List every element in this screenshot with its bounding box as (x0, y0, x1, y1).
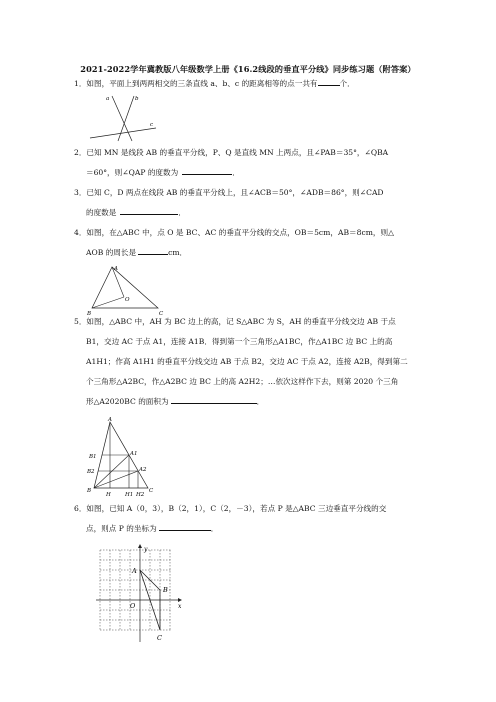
q5-line3: A1H1；作高 A1H1 的垂直平分线交边 AB 于点 B2，交边 AC 于点 A2，连接 A2B，得到第二 (86, 357, 408, 366)
label-H2: H2 (136, 492, 145, 498)
label-a: a (106, 96, 110, 102)
q6-answer-blank[interactable] (159, 522, 211, 531)
question-2 (74, 143, 434, 183)
q5-line4: 个三角形△A2BC，作△A2BC 边 BC 上的高 A2H2；…依次这样作下去，则第 2020 个三角 (86, 377, 399, 386)
label-A: A (132, 567, 137, 575)
q5-figure-triangles (84, 414, 164, 498)
q2-answer-blank[interactable] (182, 166, 232, 175)
q1-answer-blank[interactable] (318, 77, 340, 86)
q3-line1: 3．已知 C，D 两点在线段 AB 的垂直平分线上，且∠ACB＝50°，∠ADB＝86°，则∠CAD (74, 188, 384, 197)
segment-a2b (94, 471, 138, 488)
label-C: C (159, 311, 164, 316)
label-y: y (144, 546, 148, 553)
q6-line2: 点，则点 P 的坐标为 (86, 524, 157, 533)
label-b: b (135, 96, 139, 102)
label-c: c (150, 122, 154, 128)
q5-line5: 形△A2020BC 的面积为 (86, 397, 169, 406)
label-O: O (130, 602, 136, 610)
label-A2: A2 (139, 467, 147, 473)
q5-line2: B1，交边 AC 于点 A1，连接 A1B．得到第一个三角形△A1BC，作△A1BC 边 BC 上的高 (86, 337, 393, 346)
segment-a1b (94, 455, 129, 488)
q1-tail: 个． (339, 79, 355, 88)
label-A1: A1 (130, 451, 138, 457)
q5-line5-end: ． (256, 397, 265, 406)
q1-text: 1．如图，平面上到两两相交的三条直线 a、b、c 的距离相等的点一共有 (74, 79, 318, 88)
q3-line2-end: ． (178, 208, 186, 217)
q4-line1: 4．如图，在△ABC 中，点 O 是 BC、AC 的垂直平分线的交点，OB＝5cm，AB＝8cm，则△ (74, 228, 394, 237)
x-axis-arrow (178, 598, 182, 602)
label-B2: B2 (87, 469, 95, 475)
label-A: A (114, 266, 118, 272)
q2-line1: 2．已知 MN 是线段 AB 的垂直平分线，P、Q 是直线 MN 上两点，且∠PAB＝35°，∠QBA (74, 148, 389, 157)
line-b (118, 96, 134, 141)
label-A: A (108, 417, 112, 423)
label-O: O (125, 297, 130, 303)
label-B: B (163, 586, 168, 594)
q5-line1: 5．如图，△ABC 中，AH 为 BC 边上的高，记 S△ABC 为 S，AH 的垂直平分线交边 AB 于点 (74, 317, 396, 326)
q4-line2: AOB 的周长是 (86, 248, 137, 257)
label-C: C (157, 634, 162, 642)
label-B: B (87, 488, 92, 494)
label-H: H (106, 492, 111, 498)
label-x: x (178, 603, 182, 610)
label-B: B (87, 311, 92, 316)
q4-answer-blank[interactable] (138, 246, 168, 255)
q6-line2-end: ． (210, 524, 219, 533)
question-3 (74, 183, 434, 223)
q6-line1: 6．如图，已知 A（0，3），B（2，1），C（2，－3），若点 P 是△ABC 三边垂直平分线的交 (74, 504, 387, 513)
q3-answer-blank[interactable] (120, 206, 178, 215)
dashed-grid (100, 550, 172, 630)
question-4 (74, 223, 434, 263)
line-c (90, 128, 156, 138)
q2-line2-end: ． (232, 168, 240, 177)
q5-answer-blank[interactable] (171, 395, 257, 404)
q3-line2: 的度数是 (86, 208, 117, 217)
q4-figure-triangle (86, 264, 170, 316)
question-1 (74, 74, 434, 94)
label-H1: H1 (125, 492, 134, 498)
q6-figure-coordinate-grid (94, 544, 184, 650)
q4-line2-end: cm． (168, 248, 188, 257)
label-B1: B1 (89, 454, 97, 460)
question-6 (74, 499, 434, 539)
page-title: 2021-2022学年冀教版八年级数学上册《16.2线段的垂直平分线》同步练习题（附答案） (80, 64, 416, 74)
y-axis-arrow (138, 544, 142, 548)
question-5 (74, 312, 434, 412)
q2-line2: ＝60°，则∠QAP 的度数为 (86, 168, 179, 177)
label-C: C (149, 488, 154, 494)
q1-figure-three-lines (88, 92, 160, 142)
